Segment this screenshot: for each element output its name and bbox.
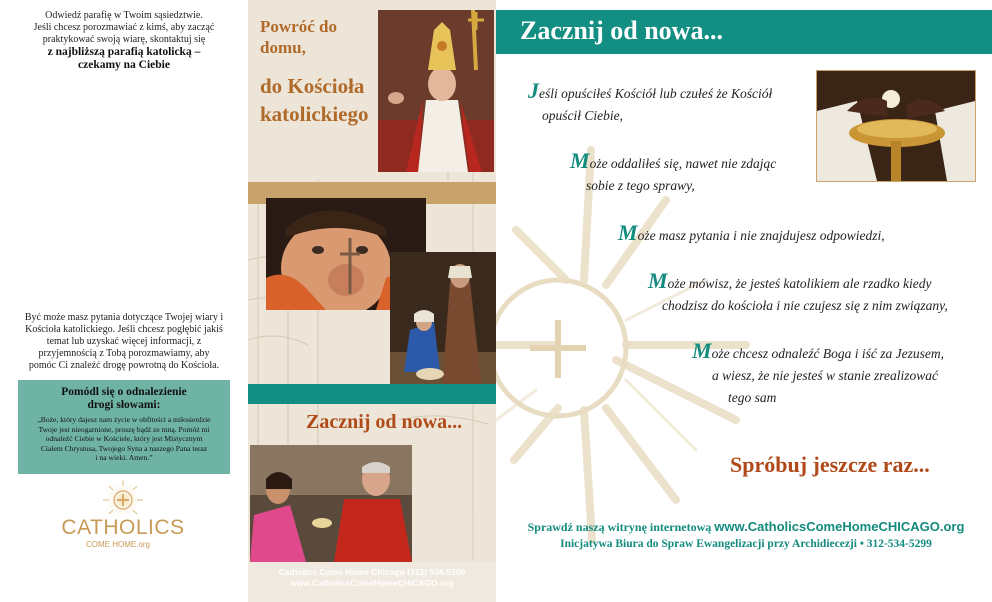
nativity-photo <box>390 252 496 390</box>
pope-photo <box>378 10 494 172</box>
verse-initial: J <box>528 78 539 103</box>
intro-line: praktykować swoją wiarę, skontaktuj się <box>42 34 206 45</box>
intro-line: Odwiedź parafię w Twoim sąsiedztwie. <box>45 10 203 21</box>
verse-2 <box>570 150 776 197</box>
question-line: Kościoła katolickiego. Jeśli chcesz pogłębić jakiś <box>25 324 223 335</box>
middle-title-top <box>260 16 337 58</box>
verse-initial: M <box>570 148 590 173</box>
middle-zacznij-heading: Zacznij od nowa... <box>306 411 463 433</box>
middle-title-line: domu, <box>260 38 306 57</box>
prayer-title-line: Pomódl się o odnalezienie <box>61 386 187 398</box>
verse-initial: M <box>618 220 638 245</box>
middle-title-line: katolickiego <box>260 102 369 126</box>
website-line <box>506 519 986 535</box>
verse-text: a wiesz, że nie jesteś w stanie zrealizować <box>712 368 938 383</box>
footer-website[interactable]: www.CatholicsComeHomeCHICAGO.org <box>42 578 206 588</box>
right-footer <box>496 569 992 585</box>
prayer-line: „Boże, który dajesz nam życie w obfitości a miłosierdzie <box>37 415 211 424</box>
verse-text: oże mówisz, że jesteś katolikiem ale rzadko kiedy <box>667 276 932 291</box>
footer-call-to-action: Uczyń pierwszy krok, zadzwoń: Catholics Come Home Chicago (312) 534-5100 <box>534 570 954 584</box>
verse-3 <box>618 222 885 247</box>
verse-1 <box>528 80 772 127</box>
middle-title-bottom <box>260 72 369 128</box>
middle-title-line: do Kościoła <box>260 74 365 98</box>
question-line: temat lub uzyskać więcej informacji, z <box>46 336 202 347</box>
verse-text: sobie z tego sprawy, <box>586 178 695 193</box>
prayer-line: Twoje jest nieogarnione, proszę bądź ze mną. Pomóż mi <box>38 424 210 434</box>
question-line: Być może masz pytania dotyczące Twojej wiary i <box>24 312 224 323</box>
chalice-photo <box>816 70 976 182</box>
right-panel <box>496 0 992 602</box>
logo-text: CATHOLICS <box>61 516 185 539</box>
logo-subtext: COME HOME.org <box>86 540 151 549</box>
header-bar <box>496 10 992 54</box>
prayer-title-line: drogi słowami: <box>87 399 161 411</box>
right-heading: Zacznij od nowa... <box>520 16 723 45</box>
prayer-line: Ciałem Chrystusa, Twojego Syna a naszego Pana teraz <box>40 443 208 453</box>
middle-footer <box>248 567 496 589</box>
verse-initial: M <box>648 268 668 293</box>
verse-text: oże oddaliłeś się, nawet nie zdając <box>589 156 777 171</box>
left-footer <box>0 567 248 589</box>
footer-phone: Catholics Come Home Chicago (312) 534-5100 <box>278 567 466 577</box>
prayer-body <box>24 415 224 463</box>
communion-photo <box>250 445 412 562</box>
intro-text <box>12 10 236 72</box>
prayer-title <box>18 386 230 412</box>
verse-text: oże masz pytania i nie znajdujesz odpowiedzi, <box>637 228 885 243</box>
catholics-come-home-logo <box>58 478 188 558</box>
website-label: Sprawdź naszą witrynę internetową <box>527 520 712 534</box>
verse-text: oże chcesz odnaleźć Boga i iść za Jezusem, <box>711 346 945 361</box>
middle-title-line: Powróć do <box>260 17 337 36</box>
verse-5 <box>692 340 944 409</box>
verse-text: chodzisz do kościoła i nie czujesz się z nim związany, <box>662 298 948 313</box>
prayer-line: odnaleźć Ciebie w Kościele, który jest Mistycznym <box>45 434 203 444</box>
middle-panel <box>248 0 496 602</box>
prayer-box <box>18 380 230 474</box>
prayer-line: i na wieki. Amen.” <box>95 453 153 463</box>
initiative-line: Inicjatywa Biura do Spraw Ewangelizacji przy Archidiecezji • 312-534-5299 <box>560 538 932 550</box>
question-text <box>12 312 236 372</box>
verse-4 <box>648 270 948 317</box>
intro-line: Jeśli chcesz porozmawiać z kimś, aby zacząć <box>33 22 215 33</box>
left-panel <box>0 0 248 602</box>
website-url[interactable]: www.CatholicsComeHomeCHICAGO.org <box>714 519 965 534</box>
verse-text: tego sam <box>728 390 777 405</box>
teal-stripe <box>248 384 496 404</box>
verse-text: eśli opuściłeś Kościół lub czułeś że Kościół <box>539 86 773 101</box>
question-line: pomóc Ci znaleźć drogę powrotną do Kościoła. <box>28 360 220 371</box>
try-again-heading: Spróbuj jeszcze raz... <box>730 452 930 477</box>
footer-website[interactable]: www.CatholicsComeHomeCHICAGO.org <box>290 578 454 588</box>
verse-initial: M <box>692 338 712 363</box>
intro-bold-line: z najbliższą parafią katolicką – <box>47 46 201 58</box>
question-line: przyjemnością z Tobą porozmawiamy, aby <box>38 348 210 359</box>
verse-text: opuścił Ciebie, <box>542 108 623 123</box>
intro-bold-line: czekamy na Ciebie <box>78 59 170 71</box>
sunburst-cross-icon <box>58 478 188 518</box>
footer-phone: Catholics Come Home Chicago (312) 534-5100 <box>30 567 218 577</box>
